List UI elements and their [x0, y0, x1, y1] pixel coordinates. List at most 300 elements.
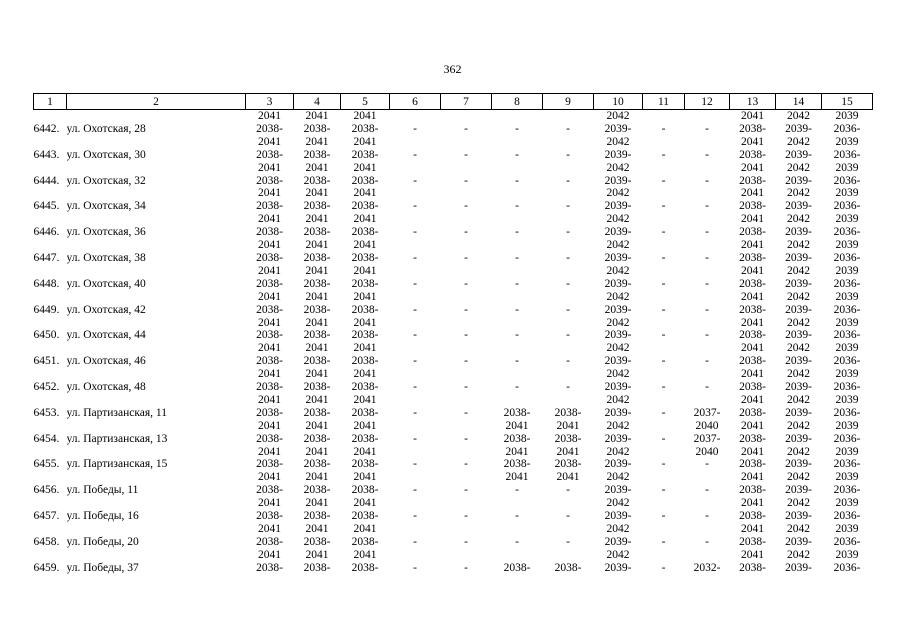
period-start-cell: -: [515, 251, 519, 264]
period-end-cell: 2041: [258, 393, 281, 406]
carry-cell: 2039: [835, 110, 859, 122]
period-end-cell: [643, 162, 685, 175]
period-start-cell: -: [413, 174, 417, 187]
period-end-cell: 2041: [305, 135, 329, 148]
period-end-cell: 2041: [258, 368, 281, 381]
period-end-cell: 2041: [353, 187, 377, 200]
period-start-cell: -: [464, 329, 468, 342]
period-start-cell: -: [661, 200, 666, 213]
empty-cell: [34, 471, 67, 484]
period-end-cell: 2041: [305, 471, 329, 484]
period-start-cell: -: [705, 226, 709, 239]
period-end-cell: [543, 497, 594, 510]
period-start-cell: 2038-: [351, 277, 379, 290]
table-row: [34, 278, 873, 291]
column-header-8: 8: [492, 94, 543, 110]
empty-cell: [67, 368, 246, 381]
period-end-cell: [685, 187, 730, 200]
row-number: 6454.: [33, 432, 60, 445]
row-number: 6446.: [33, 226, 60, 239]
period-start-cell: -: [413, 458, 417, 471]
period-start-cell: 2038-: [303, 329, 331, 342]
period-start-cell: 2038-: [351, 174, 379, 187]
period-end-cell: [390, 213, 441, 226]
empty-cell: [67, 471, 246, 484]
table-row-continuation: [34, 394, 873, 407]
period-start-cell: 2036-: [833, 226, 861, 239]
period-start-cell: -: [566, 277, 570, 290]
period-start-cell: -: [661, 406, 666, 419]
period-start-cell: 2038-: [256, 303, 283, 316]
period-start-cell: 2038-: [303, 458, 331, 471]
table-row: [34, 329, 873, 342]
period-end-cell: 2042: [606, 135, 630, 148]
period-start-cell: 2039-: [785, 122, 812, 135]
empty-cell: [34, 213, 67, 226]
period-start-cell: -: [515, 303, 519, 316]
address-cell: ул. Победы, 16: [66, 510, 139, 523]
period-start-cell: 2038-: [739, 510, 766, 523]
row-number: 6444.: [33, 174, 60, 187]
period-end-cell: 2041: [305, 393, 329, 406]
period-start-cell: 2036-: [833, 510, 861, 523]
period-end-cell: 2039: [835, 213, 859, 226]
period-end-cell: [390, 291, 441, 304]
empty-cell: [67, 291, 246, 304]
table-row-continuation: [34, 471, 873, 484]
period-end-cell: 2041: [305, 342, 329, 355]
period-start-cell: 2038-: [739, 226, 766, 239]
period-end-cell: [390, 187, 441, 200]
period-end-cell: 2041: [258, 239, 281, 252]
carry-cell: [685, 110, 730, 123]
empty-cell: [34, 239, 67, 252]
row-number: 6450.: [33, 329, 60, 342]
empty-cell: [34, 368, 67, 381]
empty-cell: [34, 523, 67, 536]
period-start-cell: -: [705, 355, 709, 368]
period-end-cell: 2042: [787, 239, 810, 252]
period-start-cell: -: [515, 200, 519, 213]
period-end-cell: [441, 497, 492, 510]
table-row: [34, 123, 873, 136]
period-start-cell: 2038-: [303, 148, 331, 161]
period-start-cell: -: [515, 148, 519, 161]
period-end-cell: [441, 394, 492, 407]
period-start-cell: -: [413, 277, 417, 290]
period-end-cell: [643, 523, 685, 536]
period-start-cell: 2038-: [351, 122, 379, 135]
column-header-9: 9: [543, 94, 594, 110]
row-number: 6452.: [33, 381, 60, 394]
period-start-cell: 2032-: [693, 561, 721, 574]
period-end-cell: 2042: [606, 419, 630, 432]
period-end-cell: [685, 239, 730, 252]
period-start-cell: -: [464, 277, 468, 290]
period-start-cell: 2037-: [693, 406, 721, 419]
period-start-cell: 2038-: [351, 561, 379, 574]
period-start-cell: 2036-: [833, 174, 861, 187]
period-end-cell: 2042: [787, 290, 810, 303]
period-start-cell: -: [661, 458, 666, 471]
period-start-cell: -: [661, 484, 666, 497]
empty-cell: [67, 446, 246, 459]
column-header-7: 7: [441, 94, 492, 110]
period-end-cell: 2041: [353, 213, 377, 226]
period-start-cell: 2039-: [604, 381, 632, 394]
period-end-cell: [643, 136, 685, 149]
period-end-cell: 2041: [258, 213, 281, 226]
address-cell: ул. Охотская, 40: [66, 277, 146, 290]
period-end-cell: 2042: [606, 161, 630, 174]
period-end-cell: [390, 368, 441, 381]
period-start-cell: -: [413, 122, 417, 135]
period-end-cell: [441, 523, 492, 536]
period-start-cell: -: [515, 535, 519, 548]
period-start-cell: 2038-: [303, 432, 331, 445]
column-header-10: 10: [594, 94, 643, 110]
period-start-cell: 2039-: [785, 226, 812, 239]
empty-cell: [34, 446, 67, 459]
table-row-continuation: [34, 187, 873, 200]
period-start-cell: 2038-: [303, 381, 331, 394]
period-start-cell: -: [705, 458, 709, 471]
table-row-continuation: [34, 368, 873, 381]
period-start-cell: -: [566, 510, 570, 523]
period-end-cell: [390, 239, 441, 252]
period-end-cell: 2041: [353, 135, 377, 148]
period-end-cell: 2042: [787, 135, 810, 148]
period-start-cell: 2038-: [351, 226, 379, 239]
period-start-cell: -: [705, 122, 709, 135]
period-end-cell: 2042: [787, 419, 810, 432]
period-start-cell: -: [566, 303, 570, 316]
period-end-cell: 2041: [741, 161, 764, 174]
period-start-cell: -: [705, 200, 709, 213]
period-end-cell: [492, 162, 543, 175]
period-end-cell: 2041: [258, 471, 281, 484]
period-end-cell: 2041: [353, 316, 377, 329]
period-end-cell: 2041: [353, 264, 377, 277]
period-end-cell: [441, 471, 492, 484]
column-header-1: 1: [34, 94, 67, 110]
period-start-cell: -: [413, 561, 417, 574]
period-end-cell: 2041: [353, 161, 377, 174]
period-end-cell: [685, 497, 730, 510]
period-end-cell: 2041: [305, 523, 329, 535]
period-end-cell: 2041: [305, 187, 329, 200]
period-start-cell: 2039-: [785, 174, 812, 187]
period-start-cell: -: [515, 484, 519, 497]
period-end-cell: [441, 239, 492, 252]
period-end-cell: [543, 368, 594, 381]
period-start-cell: -: [661, 535, 666, 548]
period-start-cell: -: [413, 432, 417, 445]
period-end-cell: [543, 187, 594, 200]
period-start-cell: -: [464, 510, 468, 523]
period-end-cell: 2042: [787, 264, 810, 277]
period-start-cell: 2038-: [503, 561, 531, 574]
period-start-cell: 2039-: [604, 355, 632, 368]
period-end-cell: 2039: [835, 419, 859, 432]
period-start-cell: -: [566, 251, 570, 264]
period-end-cell: [441, 187, 492, 200]
period-start-cell: 2039-: [604, 561, 632, 574]
period-start-cell: 2039-: [785, 355, 812, 368]
period-end-cell: 2041: [305, 239, 329, 252]
period-end-cell: [543, 162, 594, 175]
period-start-cell: -: [705, 381, 709, 394]
period-start-cell: 2039-: [785, 484, 812, 497]
period-start-cell: 2036-: [833, 303, 861, 316]
period-end-cell: 2041: [741, 523, 764, 535]
period-end-cell: 2041: [305, 445, 329, 458]
period-end-cell: 2041: [353, 393, 377, 406]
period-end-cell: 2041: [305, 213, 329, 226]
period-end-cell: 2042: [787, 368, 810, 381]
period-end-cell: [543, 317, 594, 330]
period-start-cell: -: [464, 303, 468, 316]
period-start-cell: 2039-: [785, 277, 812, 290]
period-start-cell: 2038-: [739, 303, 766, 316]
period-start-cell: 2036-: [833, 122, 861, 135]
period-end-cell: [492, 394, 543, 407]
period-start-cell: 2038-: [351, 303, 379, 316]
period-start-cell: 2038-: [256, 406, 283, 419]
period-start-cell: -: [464, 148, 468, 161]
column-header-15: 15: [822, 94, 873, 110]
carry-cell: 2042: [787, 110, 810, 122]
period-end-cell: 2039: [835, 161, 859, 174]
carry-cell: [441, 110, 492, 123]
row-number: 6453.: [33, 406, 60, 419]
period-start-cell: 2038-: [303, 561, 331, 574]
period-end-cell: [685, 291, 730, 304]
period-end-cell: 2041: [258, 187, 281, 200]
period-start-cell: 2038-: [503, 458, 531, 471]
period-start-cell: 2036-: [833, 561, 861, 574]
period-end-cell: [685, 342, 730, 355]
period-end-cell: [543, 523, 594, 536]
period-end-cell: 2039: [835, 187, 859, 200]
period-start-cell: 2038-: [303, 277, 331, 290]
period-start-cell: -: [515, 329, 519, 342]
period-end-cell: 2041: [741, 316, 764, 329]
empty-cell: [67, 317, 246, 330]
period-end-cell: 2042: [606, 264, 630, 277]
row-number: 6455.: [33, 458, 60, 471]
period-start-cell: -: [413, 484, 417, 497]
row-number: 6448.: [33, 277, 60, 290]
row-number: 6445.: [33, 200, 60, 213]
table-row: [34, 407, 873, 420]
period-end-cell: 2041: [353, 368, 377, 381]
period-end-cell: [685, 471, 730, 484]
table-row: [34, 252, 873, 265]
period-start-cell: -: [413, 355, 417, 368]
period-start-cell: 2038-: [256, 277, 283, 290]
period-start-cell: -: [413, 381, 417, 394]
period-start-cell: 2038-: [351, 381, 379, 394]
period-end-cell: [390, 136, 441, 149]
period-start-cell: 2038-: [303, 174, 331, 187]
period-start-cell: -: [464, 484, 468, 497]
period-end-cell: 2042: [606, 316, 630, 329]
period-end-cell: 2041: [305, 368, 329, 381]
period-start-cell: -: [661, 329, 666, 342]
period-end-cell: [643, 420, 685, 433]
period-start-cell: -: [464, 251, 468, 264]
period-start-cell: -: [566, 148, 570, 161]
period-end-cell: [492, 368, 543, 381]
period-end-cell: 2042: [787, 161, 810, 174]
period-start-cell: 2039-: [604, 148, 632, 161]
empty-cell: [67, 265, 246, 278]
period-end-cell: 2042: [606, 393, 630, 406]
period-end-cell: [643, 317, 685, 330]
period-end-cell: 2041: [305, 316, 329, 329]
period-start-cell: -: [566, 200, 570, 213]
period-end-cell: [492, 239, 543, 252]
period-end-cell: [643, 342, 685, 355]
empty-cell: [67, 187, 246, 200]
period-end-cell: 2041: [505, 419, 529, 432]
period-end-cell: [643, 368, 685, 381]
empty-cell: [67, 162, 246, 175]
period-end-cell: [390, 162, 441, 175]
period-start-cell: -: [464, 200, 468, 213]
table-row-continuation: [34, 497, 873, 510]
table-row-continuation: [34, 162, 873, 175]
empty-cell: [34, 291, 67, 304]
period-end-cell: 2042: [606, 523, 630, 535]
period-start-cell: 2038-: [256, 226, 283, 239]
table-row: [34, 175, 873, 188]
period-start-cell: -: [705, 251, 709, 264]
period-start-cell: -: [705, 174, 709, 187]
period-start-cell: -: [705, 484, 709, 497]
period-start-cell: -: [464, 174, 468, 187]
period-end-cell: [441, 420, 492, 433]
period-end-cell: [643, 446, 685, 459]
address-cell: ул. Победы, 11: [66, 484, 139, 497]
period-start-cell: 2039-: [785, 561, 812, 574]
period-start-cell: -: [464, 561, 468, 574]
carry-cell: 2042: [606, 110, 630, 122]
period-start-cell: 2038-: [256, 458, 283, 471]
period-start-cell: -: [661, 226, 666, 239]
period-end-cell: 2042: [787, 187, 810, 200]
period-start-cell: 2039-: [604, 432, 632, 445]
period-start-cell: -: [413, 406, 417, 419]
period-start-cell: 2038-: [554, 406, 582, 419]
period-end-cell: 2041: [305, 290, 329, 303]
period-end-cell: 2041: [258, 497, 281, 510]
period-end-cell: 2042: [606, 368, 630, 381]
period-start-cell: -: [566, 484, 570, 497]
period-start-cell: 2038-: [739, 148, 766, 161]
period-start-cell: 2039-: [785, 329, 812, 342]
period-end-cell: [441, 446, 492, 459]
period-start-cell: 2038-: [351, 484, 379, 497]
empty-cell: [34, 317, 67, 330]
period-end-cell: [685, 368, 730, 381]
period-start-cell: 2039-: [785, 535, 812, 548]
period-start-cell: 2038-: [739, 329, 766, 342]
table-row-continuation: [34, 291, 873, 304]
period-start-cell: 2038-: [256, 355, 283, 368]
period-start-cell: 2038-: [303, 484, 331, 497]
period-end-cell: 2041: [353, 497, 377, 510]
period-start-cell: 2036-: [833, 355, 861, 368]
period-start-cell: -: [413, 226, 417, 239]
period-end-cell: 2041: [353, 239, 377, 252]
column-header-13: 13: [730, 94, 776, 110]
table-header: [34, 94, 873, 110]
period-end-cell: 2041: [353, 548, 377, 561]
period-start-cell: -: [413, 200, 417, 213]
period-start-cell: 2039-: [604, 406, 632, 419]
period-start-cell: 2036-: [833, 277, 861, 290]
period-start-cell: 2039-: [604, 510, 632, 523]
period-start-cell: 2039-: [785, 406, 812, 419]
carry-cell: [390, 110, 441, 123]
period-end-cell: 2039: [835, 523, 859, 535]
period-start-cell: -: [661, 251, 666, 264]
period-end-cell: 2042: [787, 497, 810, 510]
period-end-cell: 2041: [505, 445, 529, 458]
period-start-cell: 2038-: [256, 148, 283, 161]
table-row: [34, 510, 873, 523]
period-start-cell: 2038-: [303, 510, 331, 523]
period-end-cell: [643, 265, 685, 278]
period-start-cell: 2038-: [739, 535, 766, 548]
period-start-cell: -: [464, 122, 468, 135]
address-cell: ул. Партизанская, 15: [66, 458, 168, 471]
period-end-cell: [492, 265, 543, 278]
period-end-cell: [543, 239, 594, 252]
period-start-cell: 2038-: [256, 381, 283, 394]
table-row: [34, 433, 873, 446]
period-start-cell: -: [566, 535, 570, 548]
row-number: 6447.: [33, 251, 60, 264]
period-end-cell: [441, 342, 492, 355]
period-end-cell: 2041: [353, 342, 377, 355]
period-start-cell: 2039-: [785, 510, 812, 523]
period-end-cell: [441, 265, 492, 278]
period-start-cell: 2036-: [833, 406, 861, 419]
period-end-cell: 2042: [787, 342, 810, 355]
period-start-cell: -: [515, 277, 519, 290]
period-end-cell: 2041: [556, 445, 580, 458]
period-start-cell: 2036-: [833, 484, 861, 497]
period-end-cell: 2042: [606, 239, 630, 252]
period-end-cell: [390, 420, 441, 433]
empty-cell: [67, 342, 246, 355]
address-cell: ул. Победы, 37: [66, 561, 139, 574]
row-number: 6451.: [33, 355, 60, 368]
period-end-cell: [492, 497, 543, 510]
period-start-cell: 2037-: [693, 432, 721, 445]
period-end-cell: 2041: [258, 290, 281, 303]
period-end-cell: 2041: [258, 161, 281, 174]
period-start-cell: 2038-: [739, 432, 766, 445]
period-end-cell: 2039: [835, 548, 859, 561]
period-start-cell: 2038-: [554, 561, 582, 574]
empty-cell: [34, 549, 67, 562]
carry-cell: [492, 110, 543, 123]
period-start-cell: -: [566, 226, 570, 239]
